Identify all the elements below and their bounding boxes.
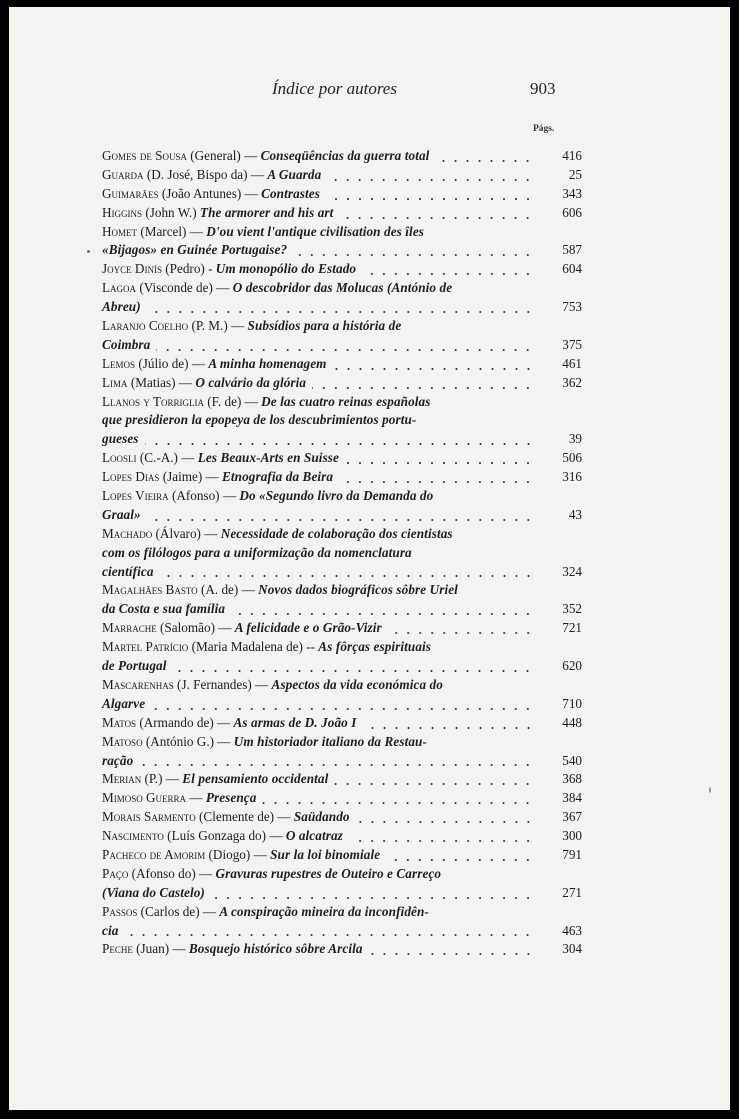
dot-leader xyxy=(124,934,534,936)
entry-author-details: (Marcel) — xyxy=(137,223,207,239)
page-number: 903 xyxy=(530,79,556,98)
entry-title: A minha homenagem xyxy=(208,355,327,371)
entry-title: El pensamiento occidental xyxy=(182,771,329,787)
entry-author-details: (P.) — xyxy=(141,771,183,787)
entry-author: Loosli xyxy=(102,450,137,466)
entry-title: Les Beaux-Arts en Suisse xyxy=(197,450,339,466)
entry-page-number: 448 xyxy=(562,714,582,730)
index-entry xyxy=(102,808,582,827)
entry-title-continued: Graal» xyxy=(102,506,141,522)
dot-leader xyxy=(151,708,534,710)
entry-author-details: (D. José, Bispo da) — xyxy=(143,166,268,182)
entry-title: Um monopólio do Estado xyxy=(215,261,357,277)
dot-leader xyxy=(345,462,534,464)
dot-leader xyxy=(172,670,534,672)
dot-leader xyxy=(312,387,534,389)
entry-author-details: (Armando de) — xyxy=(136,714,234,730)
dot-leader xyxy=(160,575,534,577)
entry-page-number: 753 xyxy=(562,299,582,315)
dot-leader xyxy=(211,897,534,899)
entry-author: Machado xyxy=(102,525,153,541)
entry-page-number: 300 xyxy=(562,828,582,844)
index-entry xyxy=(102,638,582,676)
index-entry xyxy=(102,374,582,393)
entry-author-details: (Afonso do) — xyxy=(128,865,216,881)
entry-author: Merian xyxy=(102,771,142,787)
dot-leader xyxy=(435,160,534,162)
entry-author: Martel Patrício xyxy=(102,639,189,655)
dot-leader xyxy=(139,764,534,766)
entry-title: A Guarda xyxy=(267,166,322,182)
index-entries xyxy=(102,147,582,959)
dot-leader xyxy=(369,953,534,955)
entry-page-number: 416 xyxy=(562,148,582,163)
entry-author: Lopes Vieira xyxy=(102,488,169,504)
dot-leader xyxy=(156,349,534,351)
entry-title: Aspectos da vida económica do xyxy=(271,676,443,692)
entry-title: Presença xyxy=(205,790,257,806)
entry-title: Saüdando xyxy=(293,809,350,825)
index-entry xyxy=(102,487,582,525)
entry-author: Peche xyxy=(102,941,133,957)
entry-title-continued: (Viana do Castelo) xyxy=(102,884,205,900)
dot-leader xyxy=(339,217,534,219)
entry-page-number: 721 xyxy=(562,620,582,636)
entry-author: Lima xyxy=(102,374,128,390)
entry-author-details: (P. M.) — xyxy=(188,318,248,334)
entry-author: Guimarães xyxy=(102,185,159,201)
entry-title: O descobridor das Molucas (António de xyxy=(232,280,453,296)
index-entry xyxy=(102,865,582,903)
entry-title: O calvário da glória xyxy=(195,374,307,390)
dot-leader xyxy=(363,727,535,729)
entry-author: Gomes de Sousa xyxy=(102,148,187,163)
entry-title: A felicidade e o Grão-Vizir xyxy=(234,620,382,636)
entry-title-continued: Abreu) xyxy=(102,299,141,315)
entry-author: Pacheco de Amorim xyxy=(102,846,206,862)
entry-page-number: 25 xyxy=(568,166,582,182)
dot-leader xyxy=(327,179,534,181)
entry-title-continued: «Bijagos» en Guinée Portugaise? xyxy=(102,242,288,258)
entry-page-number: 710 xyxy=(562,695,582,711)
entry-title: Bosquejo histórico sôbre Arcila xyxy=(188,941,363,957)
entry-author: Joyce Dinís xyxy=(102,261,162,277)
entry-author-details: (Pedro) - xyxy=(161,261,216,277)
entry-author: Mascarenhas xyxy=(102,676,174,692)
dot-leader xyxy=(388,632,534,634)
dot-leader xyxy=(333,368,534,370)
dot-leader xyxy=(147,311,534,313)
entry-author: Nascimento xyxy=(102,828,164,844)
index-entry xyxy=(102,468,582,487)
dot-leader xyxy=(147,519,534,521)
index-entry xyxy=(102,903,582,941)
entry-title-continued: com os filólogos para a uniformização da nomenclatura xyxy=(102,544,412,560)
running-title: Índice por autores xyxy=(272,79,397,98)
paper-speck xyxy=(709,787,711,793)
entry-author: Laranjo Coelho xyxy=(102,318,189,334)
entry-title-continued: Algarve xyxy=(102,695,146,711)
book-page xyxy=(9,7,730,1110)
entry-author-details: (Luís Gonzaga do) — xyxy=(163,828,286,844)
entry-page-number: 368 xyxy=(562,771,582,787)
entry-author: Magalhães Basto xyxy=(102,582,198,598)
entry-title-continued: gueses xyxy=(102,431,139,447)
entry-page-number: 343 xyxy=(562,185,582,201)
entry-title: Sur la loi binomiale xyxy=(270,846,381,862)
index-entry xyxy=(102,581,582,619)
entry-page-number: 362 xyxy=(562,374,582,390)
dot-leader xyxy=(356,821,534,823)
entry-page-number: 367 xyxy=(562,809,582,825)
entry-title: A conspiração mineira da inconfidên- xyxy=(219,903,429,919)
entry-author-details: (Salomão) — xyxy=(156,620,235,636)
index-entry xyxy=(102,714,582,733)
entry-page-number: 506 xyxy=(562,450,582,466)
entry-author-details: (C.-A.) — xyxy=(136,450,198,466)
index-entry xyxy=(102,846,582,865)
entry-title-continued: que presidieron la epopeya de los descubrimientos portu- xyxy=(102,412,417,428)
entry-author-details: (António G.) — xyxy=(142,733,234,749)
entry-page-number: 271 xyxy=(562,884,582,900)
dot-leader xyxy=(326,198,534,200)
index-entry xyxy=(102,733,582,771)
index-entry xyxy=(102,789,582,808)
entry-author: Higgins xyxy=(102,204,143,220)
entry-author: Lopes Dias xyxy=(102,469,160,485)
index-entry xyxy=(102,223,582,261)
entry-page-number: 316 xyxy=(562,469,582,485)
entry-author-details: (Álvaro) — xyxy=(152,525,221,541)
dot-leader xyxy=(362,273,534,275)
entry-author-details: (F. de) — xyxy=(203,393,262,409)
entry-author-details: (General) — xyxy=(186,148,261,163)
entry-title: O alcatraz xyxy=(285,828,343,844)
entry-author: Passos xyxy=(102,903,138,919)
entry-author-details: (Maria Madalena de) -- xyxy=(188,639,319,655)
index-entry xyxy=(102,827,582,846)
entry-author-details: (Juan) — xyxy=(132,941,189,957)
index-entry xyxy=(102,449,582,468)
entry-author-details: (Jaime) — xyxy=(159,469,223,485)
entry-title: Novos dados biográficos sôbre Uriel xyxy=(258,582,458,598)
index-entry xyxy=(102,166,582,185)
entry-author: Marrache xyxy=(102,620,157,636)
entry-page-number: 304 xyxy=(562,941,582,957)
entry-page-number: 587 xyxy=(562,242,582,258)
dot-leader xyxy=(386,859,534,861)
index-entry xyxy=(102,204,582,223)
dot-leader xyxy=(231,613,534,615)
entry-author-details: (Visconde de) — xyxy=(136,280,233,296)
entry-author-details: (Clemente de) — xyxy=(195,809,294,825)
dot-leader xyxy=(145,443,535,445)
entry-page-number: 324 xyxy=(562,563,582,579)
entry-title: Necessidade de colaboração dos cientistas xyxy=(220,525,453,541)
entry-page-number: 39 xyxy=(568,431,582,447)
entry-author: Matoso xyxy=(102,733,143,749)
dot-leader xyxy=(334,783,534,785)
entry-author-details: (Diogo) — xyxy=(205,846,271,862)
entry-page-number: 606 xyxy=(562,204,582,220)
paper-speck xyxy=(87,250,90,253)
entry-page-number: 461 xyxy=(562,355,582,371)
dot-leader xyxy=(293,254,534,256)
entry-title-continued: de Portugal xyxy=(102,658,167,674)
entry-title-continued: ração xyxy=(102,752,134,768)
entry-title-continued: cia xyxy=(102,922,119,938)
index-entry xyxy=(102,770,582,789)
entry-author-details: (John W.) xyxy=(142,204,200,220)
index-entry xyxy=(102,279,582,317)
entry-title: Etnografia da Beira xyxy=(222,469,334,485)
index-entry xyxy=(102,393,582,450)
entry-author: Paço xyxy=(102,865,129,881)
dot-leader xyxy=(339,481,534,483)
dot-leader xyxy=(349,840,534,842)
entry-author-details: (João Antunes) — xyxy=(158,185,262,201)
index-entry xyxy=(102,260,582,279)
entry-title: The armorer and his art xyxy=(199,204,334,220)
pages-column-label: Págs. xyxy=(533,124,555,134)
entry-title-continued: da Costa e sua família xyxy=(102,601,226,617)
entry-author: Guarda xyxy=(102,166,144,182)
entry-author: Homet xyxy=(102,223,138,239)
entry-page-number: 384 xyxy=(562,790,582,806)
entry-author-details: (Afonso) — xyxy=(168,488,240,504)
entry-author: Morais Sarmento xyxy=(102,809,196,825)
entry-title: Gravuras rupestres de Outeiro e Carreço xyxy=(215,865,442,881)
entry-author: Llanos y Torriglia xyxy=(102,393,204,409)
index-entry xyxy=(102,940,582,959)
index-entry xyxy=(102,185,582,204)
entry-page-number: 463 xyxy=(562,922,582,938)
entry-title: Contrastes xyxy=(261,185,320,201)
entry-author-details: — xyxy=(186,790,206,806)
entry-title-continued: científica xyxy=(102,563,154,579)
entry-page-number: 540 xyxy=(562,752,582,768)
entry-author-details: (A. de) — xyxy=(197,582,259,598)
entry-author-details: (Matias) — xyxy=(127,374,196,390)
entry-author: Mimoso Guerra xyxy=(102,790,187,806)
index-entry xyxy=(102,355,582,374)
page-header xyxy=(9,79,730,107)
entry-author: Matos xyxy=(102,714,137,730)
entry-title: D'ou vient l'antique civilisation des îles xyxy=(206,223,425,239)
index-entry xyxy=(102,619,582,638)
entry-title: As armas de D. João I xyxy=(233,714,357,730)
entry-author: Lagoa xyxy=(102,280,137,296)
entry-title: As fôrças espirituais xyxy=(318,639,432,655)
entry-title: De las cuatro reinas españolas xyxy=(261,393,431,409)
index-entry xyxy=(102,676,582,714)
entry-page-number: 620 xyxy=(562,658,582,674)
entry-page-number: 352 xyxy=(562,601,582,617)
entry-title: Subsídios para a história de xyxy=(247,318,402,334)
index-entry xyxy=(102,525,582,582)
entry-title: Do «Segundo livro da Demanda do xyxy=(239,488,434,504)
entry-page-number: 604 xyxy=(562,261,582,277)
index-entry xyxy=(102,147,582,166)
entry-page-number: 43 xyxy=(568,506,582,522)
entry-author-details: (Júlio de) — xyxy=(135,355,209,371)
entry-author-details: (J. Fernandes) — xyxy=(173,676,272,692)
dot-leader xyxy=(262,802,534,804)
entry-title-continued: Coimbra xyxy=(102,336,151,352)
entry-author-details: (Carlos de) — xyxy=(137,903,220,919)
index-entry xyxy=(102,317,582,355)
entry-title: Um historiador italiano da Restau- xyxy=(233,733,427,749)
entry-author: Lemos xyxy=(102,355,136,371)
entry-page-number: 375 xyxy=(562,336,582,352)
entry-page-number: 791 xyxy=(562,846,582,862)
entry-title: Conseqüências da guerra total xyxy=(260,148,430,163)
